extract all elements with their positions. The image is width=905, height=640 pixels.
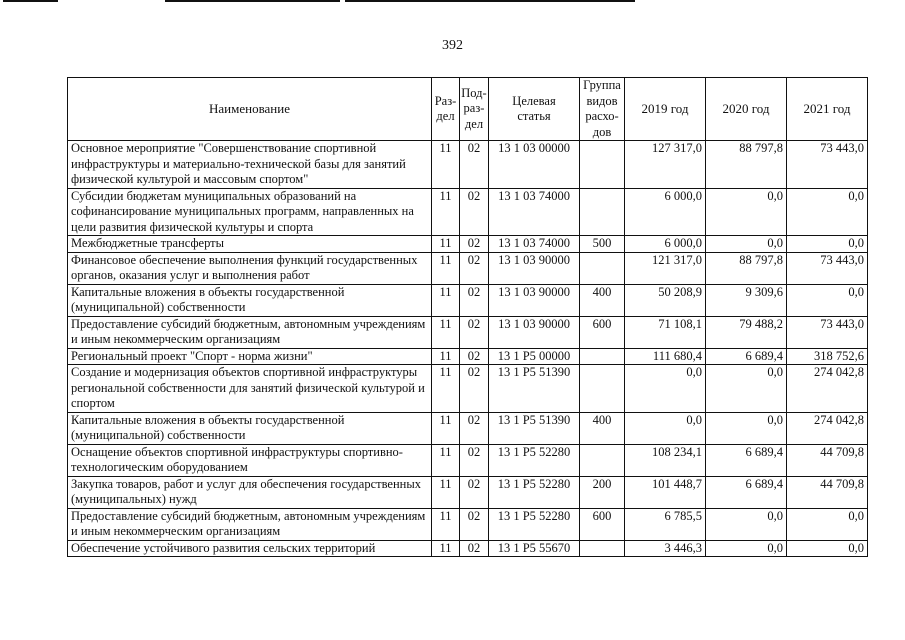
cell-y2020: 0,0 (706, 365, 787, 413)
cell-y2020: 88 797,8 (706, 141, 787, 189)
cell-podrazdel: 02 (460, 316, 489, 348)
cell-gruppa: 500 (580, 236, 625, 253)
cell-tselevaya: 13 1 P5 55670 (489, 540, 580, 557)
cell-y2021: 0,0 (787, 188, 868, 236)
cell-name: Предоставление субсидий бюджетным, автономным учреждениям и иным некоммерческим организациям (68, 316, 432, 348)
cell-y2019: 108 234,1 (625, 444, 706, 476)
cell-razdel: 11 (432, 444, 460, 476)
header-2019: 2019 год (625, 78, 706, 141)
header-2020: 2020 год (706, 78, 787, 141)
cell-razdel: 11 (432, 188, 460, 236)
cell-tselevaya: 13 1 P5 51390 (489, 412, 580, 444)
cell-y2020: 6 689,4 (706, 476, 787, 508)
cell-podrazdel: 02 (460, 236, 489, 253)
header-razdel-text: Раз- дел (434, 93, 457, 123)
cell-razdel: 11 (432, 252, 460, 284)
cell-gruppa (580, 444, 625, 476)
cell-tselevaya: 13 1 P5 00000 (489, 348, 580, 365)
cell-podrazdel: 02 (460, 444, 489, 476)
table-row (68, 252, 868, 284)
header-row (68, 78, 868, 141)
table-row (68, 540, 868, 557)
cell-tselevaya: 13 1 03 90000 (489, 284, 580, 316)
cell-razdel: 11 (432, 412, 460, 444)
table-row (68, 508, 868, 540)
table-row (68, 412, 868, 444)
cell-name: Обеспечение устойчивого развития сельских территорий (68, 540, 432, 557)
cell-name: Региональный проект "Спорт - норма жизни" (68, 348, 432, 365)
cell-y2021: 0,0 (787, 236, 868, 253)
cell-y2021: 73 443,0 (787, 316, 868, 348)
cell-name: Капитальные вложения в объекты государственной (муниципальной) собственности (68, 412, 432, 444)
cell-name: Финансовое обеспечение выполнения функций государственных органов, оказания услуг и выполнения работ (68, 252, 432, 284)
cell-gruppa (580, 540, 625, 557)
table-row (68, 348, 868, 365)
cell-y2020: 88 797,8 (706, 252, 787, 284)
cell-name: Оснащение объектов спортивной инфраструктуры спортивно-технологическим оборудованием (68, 444, 432, 476)
cell-y2021: 274 042,8 (787, 365, 868, 413)
cell-y2021: 73 443,0 (787, 141, 868, 189)
cell-gruppa: 200 (580, 476, 625, 508)
header-tselevaya-text: Целевая статья (512, 93, 556, 123)
cell-name: Основное мероприятие "Совершенствование спортивной инфраструктуры и материально-технической базы для занятий физической культурой и массовым спортом" (68, 141, 432, 189)
cell-name: Создание и модернизация объектов спортивной инфраструктуры региональной собственности для занятий физической культурой и спортом (68, 365, 432, 413)
cell-y2021: 318 752,6 (787, 348, 868, 365)
cell-gruppa (580, 348, 625, 365)
cell-y2019: 3 446,3 (625, 540, 706, 557)
cell-y2019: 121 317,0 (625, 252, 706, 284)
header-podrazdel-text: Под- раз- дел (461, 85, 487, 131)
cell-y2019: 6 000,0 (625, 188, 706, 236)
cell-y2020: 6 689,4 (706, 348, 787, 365)
table-row (68, 236, 868, 253)
cell-name: Предоставление субсидий бюджетным, автономным учреждениям и иным некоммерческим организациям (68, 508, 432, 540)
header-gruppa-text: Группа видов расхо- дов (583, 78, 621, 139)
cell-name: Капитальные вложения в объекты государственной (муниципальной) собственности (68, 284, 432, 316)
header-gruppa (580, 78, 625, 141)
table-row (68, 141, 868, 189)
table-row (68, 284, 868, 316)
cell-y2019: 127 317,0 (625, 141, 706, 189)
cell-gruppa (580, 141, 625, 189)
header-tselevaya (489, 78, 580, 141)
cell-tselevaya: 13 1 03 74000 (489, 236, 580, 253)
cell-y2020: 0,0 (706, 412, 787, 444)
cell-name: Закупка товаров, работ и услуг для обеспечения государственных (муниципальных) нужд (68, 476, 432, 508)
cell-podrazdel: 02 (460, 188, 489, 236)
cell-y2020: 6 689,4 (706, 444, 787, 476)
table-row (68, 365, 868, 413)
cell-tselevaya: 13 1 03 74000 (489, 188, 580, 236)
cell-y2020: 0,0 (706, 508, 787, 540)
cell-razdel: 11 (432, 141, 460, 189)
cell-razdel: 11 (432, 236, 460, 253)
cell-razdel: 11 (432, 540, 460, 557)
cell-podrazdel: 02 (460, 348, 489, 365)
cell-y2019: 101 448,7 (625, 476, 706, 508)
table-row (68, 188, 868, 236)
cell-tselevaya: 13 1 P5 52280 (489, 444, 580, 476)
header-razdel (432, 78, 460, 141)
page-number: 392 (442, 38, 463, 53)
cell-y2021: 44 709,8 (787, 444, 868, 476)
cell-gruppa: 600 (580, 508, 625, 540)
cell-gruppa (580, 365, 625, 413)
table-body (68, 141, 868, 557)
table-row (68, 316, 868, 348)
cell-y2021: 44 709,8 (787, 476, 868, 508)
cell-tselevaya: 13 1 03 90000 (489, 316, 580, 348)
cell-y2020: 9 309,6 (706, 284, 787, 316)
cell-podrazdel: 02 (460, 252, 489, 284)
cell-y2019: 111 680,4 (625, 348, 706, 365)
table-row (68, 444, 868, 476)
cell-gruppa (580, 188, 625, 236)
cell-razdel: 11 (432, 316, 460, 348)
cell-podrazdel: 02 (460, 476, 489, 508)
cell-razdel: 11 (432, 508, 460, 540)
cell-name: Субсидии бюджетам муниципальных образований на софинансирование муниципальных программ, направленных на цели развития физической культуры и спорта (68, 188, 432, 236)
cell-y2019: 0,0 (625, 412, 706, 444)
cell-tselevaya: 13 1 P5 51390 (489, 365, 580, 413)
cell-gruppa: 400 (580, 412, 625, 444)
cell-y2021: 274 042,8 (787, 412, 868, 444)
top-rule-right (345, 0, 635, 2)
cell-tselevaya: 13 1 P5 52280 (489, 508, 580, 540)
cell-gruppa: 600 (580, 316, 625, 348)
cell-y2019: 6 000,0 (625, 236, 706, 253)
cell-razdel: 11 (432, 476, 460, 508)
cell-y2020: 0,0 (706, 188, 787, 236)
cell-podrazdel: 02 (460, 365, 489, 413)
cell-y2019: 50 208,9 (625, 284, 706, 316)
top-rule-middle (165, 0, 340, 2)
cell-y2019: 6 785,5 (625, 508, 706, 540)
top-rule-left (3, 0, 58, 2)
cell-y2020: 0,0 (706, 236, 787, 253)
cell-gruppa: 400 (580, 284, 625, 316)
cell-tselevaya: 13 1 03 90000 (489, 252, 580, 284)
header-podrazdel (460, 78, 489, 141)
cell-y2019: 71 108,1 (625, 316, 706, 348)
table-row (68, 476, 868, 508)
cell-y2020: 79 488,2 (706, 316, 787, 348)
cell-name: Межбюджетные трансферты (68, 236, 432, 253)
cell-y2020: 0,0 (706, 540, 787, 557)
cell-podrazdel: 02 (460, 141, 489, 189)
cell-podrazdel: 02 (460, 412, 489, 444)
cell-y2021: 73 443,0 (787, 252, 868, 284)
cell-razdel: 11 (432, 365, 460, 413)
cell-podrazdel: 02 (460, 508, 489, 540)
cell-razdel: 11 (432, 284, 460, 316)
header-name: Наименование (68, 78, 432, 141)
cell-y2021: 0,0 (787, 508, 868, 540)
cell-tselevaya: 13 1 P5 52280 (489, 476, 580, 508)
cell-y2019: 0,0 (625, 365, 706, 413)
cell-gruppa (580, 252, 625, 284)
header-2021: 2021 год (787, 78, 868, 141)
budget-table (67, 77, 868, 557)
cell-podrazdel: 02 (460, 284, 489, 316)
cell-razdel: 11 (432, 348, 460, 365)
cell-podrazdel: 02 (460, 540, 489, 557)
cell-y2021: 0,0 (787, 540, 868, 557)
cell-tselevaya: 13 1 03 00000 (489, 141, 580, 189)
cell-y2021: 0,0 (787, 284, 868, 316)
